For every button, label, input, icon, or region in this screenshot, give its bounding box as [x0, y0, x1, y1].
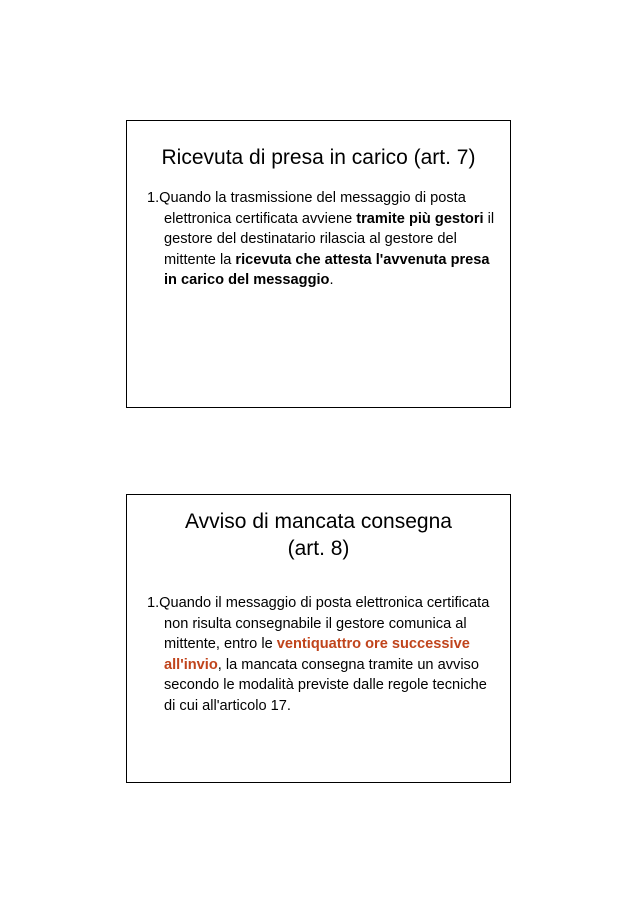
list-number: 1. — [147, 190, 160, 206]
title-line: Avviso di mancata consegna — [185, 510, 452, 533]
list-number: 1. — [147, 595, 160, 611]
slide-body — [147, 188, 502, 291]
bold-text: tramite più gestori — [356, 210, 484, 227]
list-item — [147, 593, 502, 716]
slide-title: Ricevuta di presa in carico (art. 7) — [161, 146, 476, 169]
highlighted-text: ventiquattro ore successive all'invio — [164, 636, 470, 673]
slide-avviso-mancata-consegna — [126, 494, 511, 783]
list-item — [147, 188, 502, 291]
bold-text: ricevuta che attesta l'avvenuta presa in carico del messaggio — [164, 251, 490, 288]
slide-ricevuta-presa-in-carico — [126, 120, 511, 408]
text-segment: , la mancata consegna tramite un avviso secondo le modalità previste dalle regole tecniche di cui all'articolo 17. — [164, 656, 487, 714]
slide-title — [127, 508, 510, 562]
title-line: (art. 8) — [287, 537, 350, 560]
text-segment: . — [329, 272, 334, 288]
slide-body — [147, 593, 502, 716]
text-segment: il gestore del destinatario rilascia al gestore del mittente la — [164, 210, 495, 268]
text-segment: Quando il messaggio di posta elettronica certificata non risulta consegnabile il gestore comunica al mittente, entro le — [159, 595, 490, 652]
text-segment: Quando la trasmissione del messaggio di posta elettronica certificata avviene — [159, 190, 466, 227]
